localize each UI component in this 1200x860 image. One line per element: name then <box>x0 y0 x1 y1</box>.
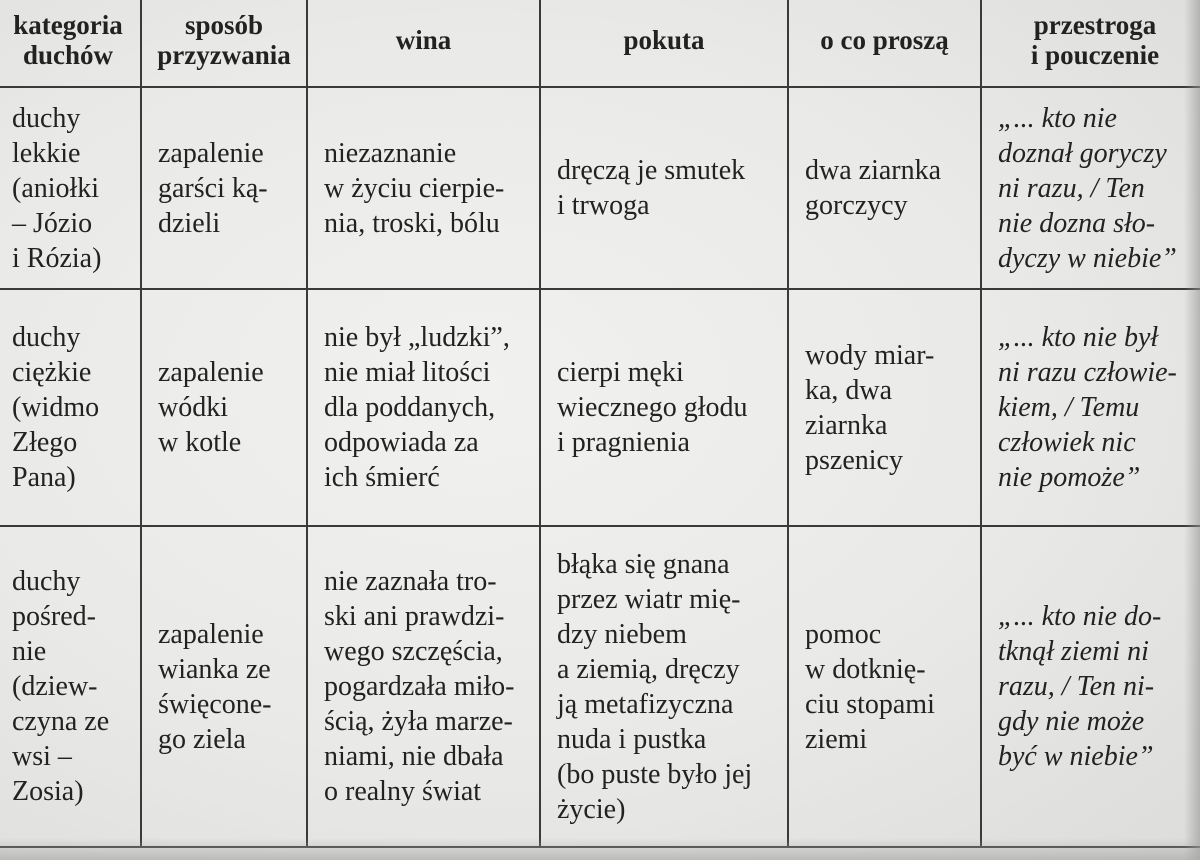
cell-sposob: zapalenie garści ką- dzieli <box>141 87 307 289</box>
table-row <box>0 87 1200 289</box>
cell-sposob: zapalenie wódki w kotle <box>141 289 307 526</box>
cell-przestroga: „... kto nie był ni razu człowie- kiem, / Temu człowiek nic nie pomoże” <box>981 289 1200 526</box>
cell-kategoria: duchy ciężkie (widmo Złego Pana) <box>0 289 141 526</box>
cell-przestroga: „... kto nie doznał goryczy ni razu, / Ten nie dozna sło- dyczy w niebie” <box>981 87 1200 289</box>
cell-wina: niezaznanie w życiu cierpie- nia, troski, bólu <box>307 87 540 289</box>
cell-pokuta: dręczą je smutek i trwoga <box>540 87 788 289</box>
cell-pokuta: błąka się gnana przez wiatr mię- dzy niebem a ziemią, dręczy ją metafizyczna nuda i pustka (bo puste było jej życie) <box>540 526 788 847</box>
page-edge-shadow <box>1184 0 1200 860</box>
header-sposob: sposób przyzwania <box>141 0 307 87</box>
cell-sposob: zapalenie wianka ze święcone- go ziela <box>141 526 307 847</box>
header-o-co-prosza: o co proszą <box>788 0 981 87</box>
cell-prosza: pomoc w dotknię- ciu stopami ziemi <box>788 526 981 847</box>
cell-wina: nie był „ludzki”, nie miał litości dla poddanych, odpowiada za ich śmierć <box>307 289 540 526</box>
header-row <box>0 0 1200 87</box>
cell-prosza: dwa ziarnka gorczycy <box>788 87 981 289</box>
header-kategoria: kategoria duchów <box>0 0 141 87</box>
cell-kategoria: duchy pośred- nie (dziew- czyna ze wsi – Zosia) <box>0 526 141 847</box>
cell-prosza: wody miar- ka, dwa ziarnka pszenicy <box>788 289 981 526</box>
header-przestroga: przestroga i pouczenie <box>981 0 1200 87</box>
cell-wina: nie zaznała tro- ski ani prawdzi- wego szczęścia, pogardzała miło- ścią, żyła marze- niami, nie dbała o realny świat <box>307 526 540 847</box>
cell-pokuta: cierpi męki wiecznego głodu i pragnienia <box>540 289 788 526</box>
header-pokuta: pokuta <box>540 0 788 87</box>
header-wina: wina <box>307 0 540 87</box>
cell-kategoria: duchy lekkie (aniołki – Józio i Rózia) <box>0 87 141 289</box>
table-row <box>0 289 1200 526</box>
table-row <box>0 526 1200 847</box>
cell-przestroga: „... kto nie do- tknął ziemi ni razu, / Ten ni- gdy nie może być w niebie” <box>981 526 1200 847</box>
page-bottom-shadow <box>0 838 1200 860</box>
